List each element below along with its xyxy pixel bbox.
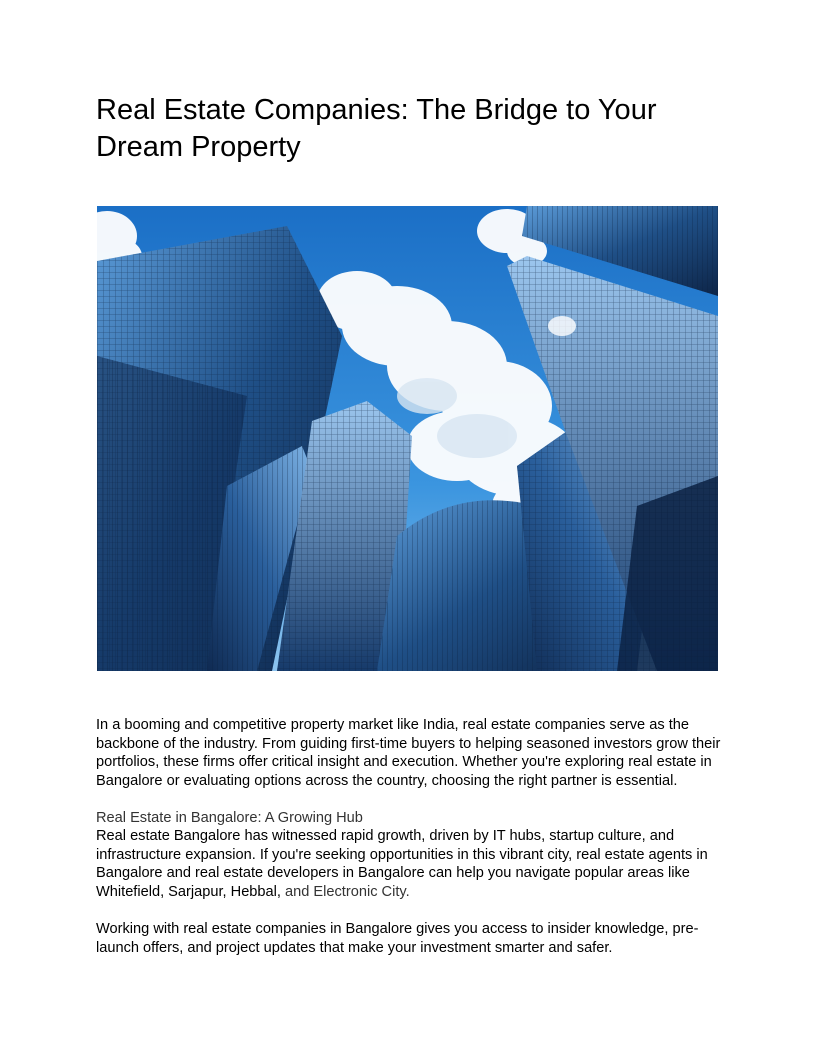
section-paragraph-tail: and Electronic City. xyxy=(280,883,410,900)
section-paragraph-main: Real estate Bangalore has witnessed rapid growth, driven by IT hubs, startup culture, and infrastructure expansion. If you're seeking opportunities in this vibrant city, real estate agents in Bangalore and real estate developers in Bangalore can help you navigate popular areas like Whitefield, Sarjapur, Hebbal, xyxy=(96,828,708,900)
skyscrapers-photo xyxy=(97,206,718,671)
page-title: Real Estate Companies: The Bridge to Your Dream Property xyxy=(96,94,657,163)
section-heading: Real Estate in Bangalore: A Growing Hub xyxy=(96,810,363,826)
section-paragraph xyxy=(96,827,721,901)
closing-paragraph: Working with real estate companies in Bangalore gives you access to insider knowledge, pre-launch offers, and project updates that make your investment smarter and safer. xyxy=(96,921,699,956)
intro-paragraph: In a booming and competitive property market like India, real estate companies serve as the backbone of the industry. From guiding first-time buyers to helping seasoned investors grow their portfolios, these firms offer critical insight and execution. Whether you're exploring real estate in Bangalore or evaluating options across the country, choosing the right partner is essential. xyxy=(96,717,721,789)
